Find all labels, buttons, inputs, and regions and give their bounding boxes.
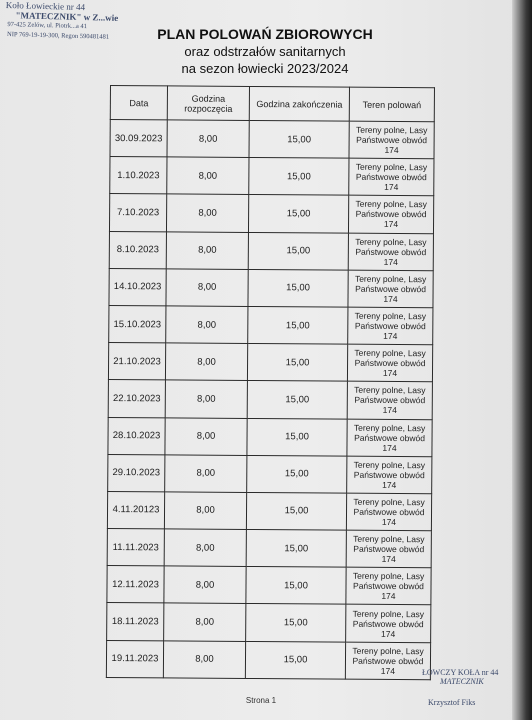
cell-start-time: 8,00 bbox=[166, 269, 248, 307]
cell-end-time: 15,00 bbox=[248, 195, 348, 233]
cell-start-time: 8,00 bbox=[165, 343, 247, 381]
cell-terrain: Tereny polne, Lasy Państwowe obwód 174 bbox=[348, 307, 433, 345]
cell-terrain: Tereny polne, Lasy Państwowe obwód 174 bbox=[349, 121, 434, 159]
cell-date: 11.11.2023 bbox=[107, 529, 164, 567]
table-row bbox=[107, 529, 431, 568]
cell-start-time: 8,00 bbox=[164, 529, 246, 567]
stamp-line-1: Koło Łowieckie nr 44 bbox=[5, 0, 86, 13]
cell-end-time: 15,00 bbox=[248, 232, 348, 270]
page-number: Strona 1 bbox=[245, 696, 277, 705]
cell-date: 30.09.2023 bbox=[110, 120, 167, 158]
cell-start-time: 8,00 bbox=[164, 566, 246, 604]
cell-terrain: Tereny polne, Lasy Państwowe obwód 174 bbox=[348, 233, 433, 271]
cell-date: 1.10.2023 bbox=[110, 157, 167, 195]
cell-end-time: 15,00 bbox=[247, 418, 347, 456]
cell-date: 28.10.2023 bbox=[108, 417, 165, 455]
cell-date: 15.10.2023 bbox=[109, 305, 166, 343]
cell-end-time: 15,00 bbox=[246, 530, 346, 568]
cell-end-time: 15,00 bbox=[249, 158, 349, 196]
stamp-line-2: "MATECZNIK" w Z...wie bbox=[15, 10, 119, 23]
cell-terrain: Tereny polne, Lasy Państwowe obwód 174 bbox=[347, 419, 432, 457]
header-start-time: Godzina rozpoczęcia bbox=[167, 86, 249, 121]
table-row bbox=[109, 194, 433, 233]
cell-start-time: 8,00 bbox=[166, 231, 248, 269]
cell-start-time: 8,00 bbox=[164, 492, 246, 530]
table-row bbox=[109, 231, 433, 270]
cell-end-time: 15,00 bbox=[247, 344, 347, 382]
cell-end-time: 15,00 bbox=[248, 306, 348, 344]
title-line-2: oraz odstrzałów sanitarnych bbox=[184, 44, 346, 59]
cell-date: 22.10.2023 bbox=[108, 380, 165, 418]
cell-end-time: 15,00 bbox=[246, 492, 346, 530]
stamp-line-4: NIP 769-19-19-300, Regon 590481481 bbox=[7, 31, 110, 41]
cell-terrain: Tereny polne, Lasy Państwowe obwód 174 bbox=[346, 530, 431, 568]
cell-start-time: 8,00 bbox=[164, 603, 246, 641]
document-title bbox=[110, 26, 420, 77]
hunting-schedule-table bbox=[106, 85, 435, 680]
table-row bbox=[110, 157, 434, 196]
table-row bbox=[108, 380, 432, 419]
table-row bbox=[106, 640, 430, 679]
page-edge-shadow bbox=[512, 0, 532, 720]
cell-date: 18.11.2023 bbox=[107, 603, 164, 641]
table-row bbox=[107, 603, 431, 642]
table-row bbox=[108, 454, 432, 493]
table-row bbox=[110, 120, 434, 159]
cell-terrain: Tereny polne, Lasy Państwowe obwód 174 bbox=[347, 456, 432, 494]
cell-start-time: 8,00 bbox=[165, 455, 247, 493]
table-row bbox=[109, 305, 433, 344]
cell-start-time: 8,00 bbox=[166, 194, 248, 232]
cell-terrain: Tereny polne, Lasy Państwowe obwód 174 bbox=[345, 642, 430, 680]
cell-terrain: Tereny polne, Lasy Państwowe obwód 174 bbox=[347, 344, 432, 382]
cell-end-time: 15,00 bbox=[249, 120, 349, 158]
cell-date: 7.10.2023 bbox=[109, 194, 166, 232]
cell-start-time: 8,00 bbox=[165, 380, 247, 418]
cell-end-time: 15,00 bbox=[245, 641, 345, 679]
cell-date: 19.11.2023 bbox=[106, 640, 163, 678]
table-row bbox=[107, 566, 431, 605]
cell-terrain: Tereny polne, Lasy Państwowe obwód 174 bbox=[346, 567, 431, 605]
table-row bbox=[109, 268, 433, 307]
signature-line-1: ŁOWCZY KOŁA nr 44 bbox=[422, 668, 499, 677]
header-end-time: Godzina zakończenia bbox=[249, 86, 349, 121]
cell-end-time: 15,00 bbox=[246, 567, 346, 605]
table-row bbox=[108, 343, 432, 382]
table-header-row bbox=[110, 86, 434, 122]
signature-line-2: MATECZNIK bbox=[440, 677, 484, 686]
cell-start-time: 8,00 bbox=[167, 120, 249, 158]
signature-line-3: Krzysztof Fiks bbox=[428, 698, 476, 707]
cell-date: 12.11.2023 bbox=[107, 566, 164, 604]
header-terrain: Teren polowań bbox=[349, 87, 434, 122]
cell-date: 14.10.2023 bbox=[109, 268, 166, 306]
cell-terrain: Tereny polne, Lasy Państwowe obwód 174 bbox=[346, 493, 431, 531]
cell-start-time: 8,00 bbox=[165, 417, 247, 455]
title-line-1: PLAN POLOWAŃ ZBIOROWYCH bbox=[157, 26, 373, 42]
cell-terrain: Tereny polne, Lasy Państwowe obwód 174 bbox=[347, 381, 432, 419]
cell-terrain: Tereny polne, Lasy Państwowe obwód 174 bbox=[348, 196, 433, 234]
cell-end-time: 15,00 bbox=[247, 455, 347, 493]
cell-date: 29.10.2023 bbox=[108, 454, 165, 492]
cell-terrain: Tereny polne, Lasy Państwowe obwód 174 bbox=[349, 158, 434, 196]
cell-start-time: 8,00 bbox=[163, 641, 245, 679]
stamp-line-3: 97-425 Zelów, ul. Piotrk...a 41 bbox=[7, 21, 87, 31]
signature-stamp bbox=[422, 668, 522, 707]
cell-date: 8.10.2023 bbox=[109, 231, 166, 269]
title-line-3: na sezon łowiecki 2023/2024 bbox=[181, 61, 349, 76]
header-date: Data bbox=[110, 86, 167, 120]
cell-end-time: 15,00 bbox=[247, 381, 347, 419]
cell-date: 4.11.20123 bbox=[107, 491, 164, 529]
cell-start-time: 8,00 bbox=[167, 157, 249, 195]
cell-terrain: Tereny polne, Lasy Państwowe obwód 174 bbox=[346, 605, 431, 643]
cell-start-time: 8,00 bbox=[166, 306, 248, 344]
cell-date: 21.10.2023 bbox=[108, 343, 165, 381]
cell-end-time: 15,00 bbox=[248, 269, 348, 307]
table-row bbox=[107, 491, 431, 530]
cell-end-time: 15,00 bbox=[246, 604, 346, 642]
table-row bbox=[108, 417, 432, 456]
cell-terrain: Tereny polne, Lasy Państwowe obwód 174 bbox=[348, 270, 433, 308]
